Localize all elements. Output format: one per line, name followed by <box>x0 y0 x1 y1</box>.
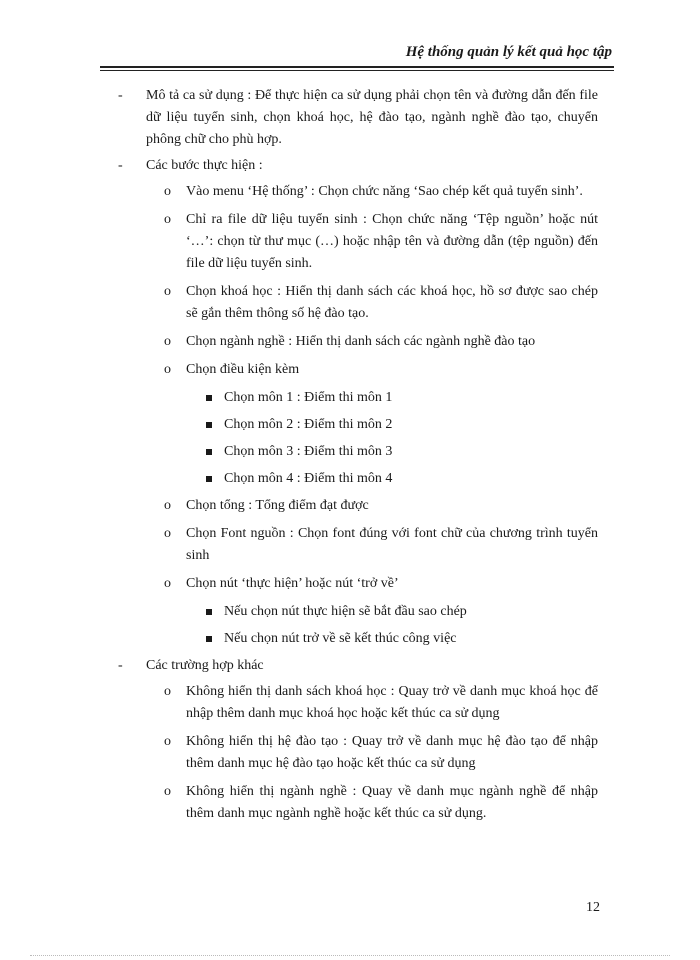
dash-bullet: - <box>118 88 123 103</box>
circle-bullet: o <box>164 334 171 349</box>
circle-bullet: o <box>164 498 171 513</box>
list-item <box>118 387 598 409</box>
list-item <box>118 655 598 677</box>
circle-bullet: o <box>164 784 171 799</box>
list-item-text: Chọn Font nguồn : Chọn font đúng với font chữ của chương trình tuyển sinh <box>186 526 598 563</box>
header-rule-thin <box>100 70 614 71</box>
list-item-text: Chọn ngành nghề : Hiển thị danh sách các ngành nghề đào tạo <box>186 334 536 349</box>
circle-bullet: o <box>164 684 171 699</box>
circle-bullet: o <box>164 526 171 541</box>
list-item <box>118 468 598 490</box>
square-bullet <box>206 476 212 482</box>
footer-rule <box>30 955 670 956</box>
list-item <box>118 281 598 325</box>
circle-bullet: o <box>164 284 171 299</box>
list-item-text: Chọn khoá học : Hiển thị danh sách các khoá học, hồ sơ được sao chép sẽ gắn thêm thông số hệ đào tạo. <box>186 284 598 321</box>
list-item <box>118 523 598 567</box>
list-item-text: Mô tả ca sử dụng : Để thực hiện ca sử dụng phải chọn tên và đường dẫn đến file dữ liệu tuyển sinh, chọn khoá học, hệ đào tạo, ngành nghề đào tạo, chuyển phông chữ cho phù hợp. <box>146 88 598 147</box>
list-item-text: Vào menu ‘Hệ thống’ : Chọn chức năng ‘Sao chép kết quả tuyển sinh’. <box>186 184 583 199</box>
list-item <box>118 781 598 825</box>
list-item-text: Không hiển thị danh sách khoá học : Quay trở về danh mục khoá học để nhập thêm danh mục khoá học hoặc kết thúc ca sử dụng <box>186 684 598 721</box>
document-body <box>118 85 598 831</box>
list-item <box>118 181 598 203</box>
dash-bullet: - <box>118 658 123 673</box>
list-item-text: Chỉ ra file dữ liệu tuyển sinh : Chọn chức năng ‘Tệp nguồn’ hoặc nút ‘…’: chọn từ thư mục (…) hoặc nhập tên và đường dẫn (tệp nguồn) đến file dữ liệu tuyển sinh. <box>186 212 598 271</box>
header-title: Hệ thống quản lý kết quả học tập <box>405 44 612 60</box>
list-item-text: Nếu chọn nút thực hiện sẽ bắt đầu sao chép <box>224 604 467 619</box>
list-item-text: Chọn môn 2 : Điểm thi môn 2 <box>224 417 393 432</box>
list-item <box>118 681 598 725</box>
list-item <box>118 441 598 463</box>
list-item <box>118 628 598 650</box>
circle-bullet: o <box>164 362 171 377</box>
square-bullet <box>206 609 212 615</box>
list-item-text: Chọn nút ‘thực hiện’ hoặc nút ‘trở về’ <box>186 576 399 591</box>
list-item-text: Các bước thực hiện : <box>146 158 263 173</box>
list-item-text: Không hiển thị ngành nghề : Quay về danh mục ngành nghề để nhập thêm danh mục ngành nghề hoặc kết thúc ca sử dụng. <box>186 784 598 821</box>
list-item-text: Chọn điều kiện kèm <box>186 362 300 377</box>
list-item-text: Không hiển thị hệ đào tạo : Quay trở về danh mục hệ đào tạo để nhập thêm danh mục hệ đào tạo hoặc kết thúc ca sử dụng <box>186 734 598 771</box>
list-item-text: Chọn môn 1 : Điểm thi môn 1 <box>224 390 393 405</box>
square-bullet <box>206 422 212 428</box>
page-number: 12 <box>586 900 600 915</box>
list-item <box>118 209 598 275</box>
list-item <box>118 331 598 353</box>
circle-bullet: o <box>164 734 171 749</box>
list-item-text: Chọn môn 4 : Điểm thi môn 4 <box>224 471 393 486</box>
header-rule-thick <box>100 66 614 68</box>
square-bullet <box>206 395 212 401</box>
list-item-text: Nếu chọn nút trở về sẽ kết thúc công việc <box>224 631 457 646</box>
dash-bullet: - <box>118 158 123 173</box>
circle-bullet: o <box>164 184 171 199</box>
list-item <box>118 359 598 381</box>
list-item-text: Chọn môn 3 : Điểm thi môn 3 <box>224 444 393 459</box>
square-bullet <box>206 636 212 642</box>
list-item <box>118 155 598 177</box>
list-item <box>118 495 598 517</box>
circle-bullet: o <box>164 576 171 591</box>
circle-bullet: o <box>164 212 171 227</box>
list-item-text: Các trường hợp khác <box>146 658 264 673</box>
list-item <box>118 601 598 623</box>
list-item <box>118 573 598 595</box>
list-item <box>118 85 598 151</box>
square-bullet <box>206 449 212 455</box>
list-item <box>118 414 598 436</box>
list-item <box>118 731 598 775</box>
list-item-text: Chọn tổng : Tổng điểm đạt được <box>186 498 369 513</box>
